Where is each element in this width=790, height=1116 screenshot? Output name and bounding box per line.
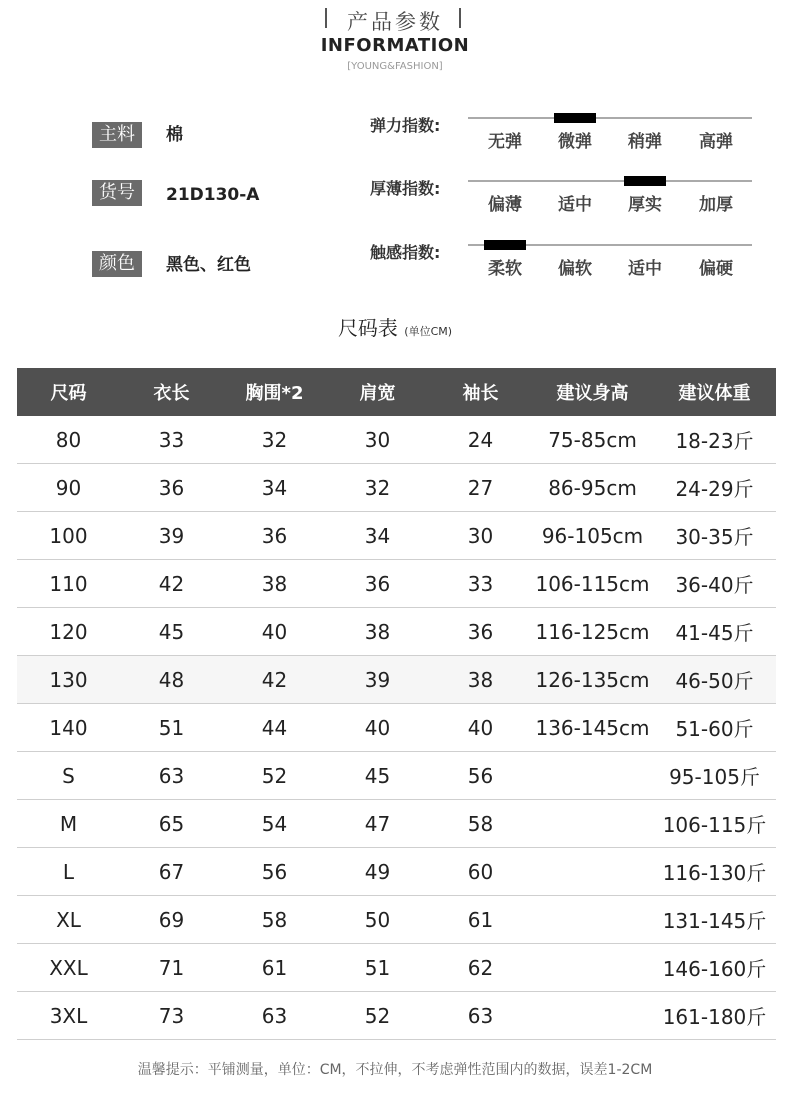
table-cell: 30-35斤 xyxy=(653,512,776,560)
index-option-thickness: 厚实 xyxy=(628,195,662,215)
size-chart-column-header: 建议身高 xyxy=(532,368,653,416)
table-cell: 63 xyxy=(223,992,326,1040)
table-cell: 116-125cm xyxy=(532,608,653,656)
page-title-english: INFORMATION xyxy=(320,35,470,56)
table-cell: 86-95cm xyxy=(532,464,653,512)
table-row xyxy=(17,800,776,848)
table-cell: L xyxy=(17,848,120,896)
table-row xyxy=(17,560,776,608)
table-cell: 51 xyxy=(120,704,223,752)
table-cell: 52 xyxy=(326,992,429,1040)
table-cell: 116-130斤 xyxy=(653,848,776,896)
table-cell: 95-105斤 xyxy=(653,752,776,800)
table-cell: 34 xyxy=(223,464,326,512)
size-chart-title-text: 尺码表 xyxy=(337,316,398,340)
index-option-softness: 适中 xyxy=(628,259,662,279)
table-cell: 40 xyxy=(223,608,326,656)
index-scale-line-elasticity xyxy=(468,117,752,119)
table-cell: 40 xyxy=(429,704,532,752)
table-cell: 131-145斤 xyxy=(653,896,776,944)
table-cell: S xyxy=(17,752,120,800)
index-label-elasticity: 弹力指数: xyxy=(370,116,441,135)
table-row xyxy=(17,896,776,944)
table-cell: 73 xyxy=(120,992,223,1040)
table-cell: 36-40斤 xyxy=(653,560,776,608)
table-cell: 65 xyxy=(120,800,223,848)
table-cell: 67 xyxy=(120,848,223,896)
size-chart-header-row xyxy=(17,368,776,416)
table-cell: 45 xyxy=(326,752,429,800)
table-cell xyxy=(532,896,653,944)
index-option-elasticity: 微弹 xyxy=(558,132,592,152)
table-cell: 24 xyxy=(429,416,532,464)
size-chart-unit: (单位CM) xyxy=(404,325,453,338)
table-cell: 58 xyxy=(429,800,532,848)
table-cell: 61 xyxy=(429,896,532,944)
table-cell: 32 xyxy=(326,464,429,512)
table-cell xyxy=(532,752,653,800)
table-cell: 48 xyxy=(120,656,223,704)
table-cell: 44 xyxy=(223,704,326,752)
table-cell: 140 xyxy=(17,704,120,752)
table-row xyxy=(17,512,776,560)
size-chart-column-header: 肩宽 xyxy=(326,368,429,416)
table-row xyxy=(17,944,776,992)
size-chart-column-header: 胸围*2 xyxy=(223,368,326,416)
table-cell: 161-180斤 xyxy=(653,992,776,1040)
table-cell: 110 xyxy=(17,560,120,608)
index-label-softness: 触感指数: xyxy=(370,243,441,262)
table-cell: 71 xyxy=(120,944,223,992)
table-cell: 46-50斤 xyxy=(653,656,776,704)
table-cell: 52 xyxy=(223,752,326,800)
table-cell: 18-23斤 xyxy=(653,416,776,464)
table-cell: 136-145cm xyxy=(532,704,653,752)
table-cell: 51-60斤 xyxy=(653,704,776,752)
table-cell: 42 xyxy=(120,560,223,608)
table-cell: 120 xyxy=(17,608,120,656)
table-cell: 36 xyxy=(120,464,223,512)
table-cell: 41-45斤 xyxy=(653,608,776,656)
table-cell: XL xyxy=(17,896,120,944)
table-cell: 32 xyxy=(223,416,326,464)
table-row xyxy=(17,416,776,464)
page-title: 产品参数 xyxy=(347,10,443,34)
table-cell: 33 xyxy=(120,416,223,464)
index-option-thickness: 偏薄 xyxy=(488,195,522,215)
table-cell: 38 xyxy=(429,656,532,704)
attribute-label-material: 主料 xyxy=(92,122,142,148)
index-marker-thickness xyxy=(624,176,666,186)
attribute-value-material: 棉 xyxy=(166,125,183,145)
table-row xyxy=(17,992,776,1040)
size-chart-column-header: 衣长 xyxy=(120,368,223,416)
table-cell: 96-105cm xyxy=(532,512,653,560)
table-cell: 38 xyxy=(223,560,326,608)
table-cell xyxy=(532,848,653,896)
table-cell: M xyxy=(17,800,120,848)
size-chart-column-header: 袖长 xyxy=(429,368,532,416)
table-cell: 36 xyxy=(223,512,326,560)
table-cell: 106-115斤 xyxy=(653,800,776,848)
table-cell: 63 xyxy=(120,752,223,800)
size-chart-column-header: 建议体重 xyxy=(653,368,776,416)
attribute-label-color: 颜色 xyxy=(92,251,142,277)
table-cell xyxy=(532,992,653,1040)
table-cell: 90 xyxy=(17,464,120,512)
index-marker-elasticity xyxy=(554,113,596,123)
table-cell: 51 xyxy=(326,944,429,992)
table-cell: 63 xyxy=(429,992,532,1040)
table-cell: 130 xyxy=(17,656,120,704)
table-cell: 39 xyxy=(326,656,429,704)
index-option-elasticity: 高弹 xyxy=(699,132,733,152)
index-option-thickness: 加厚 xyxy=(699,195,733,215)
table-cell: 100 xyxy=(17,512,120,560)
table-row xyxy=(17,752,776,800)
table-cell: 58 xyxy=(223,896,326,944)
table-row xyxy=(17,464,776,512)
size-chart-title xyxy=(0,312,790,341)
table-cell: 56 xyxy=(429,752,532,800)
size-chart-body xyxy=(17,416,776,1040)
table-cell: 36 xyxy=(326,560,429,608)
index-option-softness: 偏软 xyxy=(558,259,592,279)
page-subtitle: [YOUNG&FASHION] xyxy=(347,61,443,72)
size-chart-table xyxy=(17,368,776,1040)
index-option-elasticity: 无弹 xyxy=(488,132,522,152)
table-cell xyxy=(532,944,653,992)
index-option-elasticity: 稍弹 xyxy=(628,132,662,152)
table-cell: 38 xyxy=(326,608,429,656)
index-option-thickness: 适中 xyxy=(558,195,592,215)
table-cell: 75-85cm xyxy=(532,416,653,464)
table-cell: XXL xyxy=(17,944,120,992)
table-cell: 126-135cm xyxy=(532,656,653,704)
table-cell: 33 xyxy=(429,560,532,608)
table-cell: 50 xyxy=(326,896,429,944)
table-cell: 39 xyxy=(120,512,223,560)
table-cell: 47 xyxy=(326,800,429,848)
table-cell: 3XL xyxy=(17,992,120,1040)
table-cell: 54 xyxy=(223,800,326,848)
table-cell: 146-160斤 xyxy=(653,944,776,992)
table-cell xyxy=(532,800,653,848)
table-cell: 27 xyxy=(429,464,532,512)
size-chart-column-header: 尺码 xyxy=(17,368,120,416)
index-label-thickness: 厚薄指数: xyxy=(370,179,441,198)
title-divider-right xyxy=(459,8,461,28)
table-cell: 69 xyxy=(120,896,223,944)
table-cell: 36 xyxy=(429,608,532,656)
table-cell: 60 xyxy=(429,848,532,896)
attribute-label-item-no: 货号 xyxy=(92,180,142,206)
table-cell: 40 xyxy=(326,704,429,752)
table-cell: 61 xyxy=(223,944,326,992)
table-cell: 45 xyxy=(120,608,223,656)
index-option-softness: 偏硬 xyxy=(699,259,733,279)
table-cell: 80 xyxy=(17,416,120,464)
index-marker-softness xyxy=(484,240,526,250)
index-option-softness: 柔软 xyxy=(488,259,522,279)
table-cell: 106-115cm xyxy=(532,560,653,608)
table-cell: 49 xyxy=(326,848,429,896)
page-header xyxy=(0,0,790,80)
table-cell: 34 xyxy=(326,512,429,560)
table-cell: 62 xyxy=(429,944,532,992)
table-cell: 56 xyxy=(223,848,326,896)
table-row xyxy=(17,608,776,656)
table-cell: 42 xyxy=(223,656,326,704)
index-scale-line-thickness xyxy=(468,180,752,182)
table-row xyxy=(17,704,776,752)
table-cell: 24-29斤 xyxy=(653,464,776,512)
table-cell: 30 xyxy=(326,416,429,464)
table-cell: 30 xyxy=(429,512,532,560)
table-row xyxy=(17,848,776,896)
table-row xyxy=(17,656,776,704)
attribute-value-item-no: 21D130-A xyxy=(166,185,260,205)
measurement-note: 温馨提示：平铺测量，单位：CM，不拉伸，不考虑弹性范围内的数据，误差1-2CM xyxy=(137,1062,653,1078)
attribute-value-color: 黑色、红色 xyxy=(166,255,251,275)
